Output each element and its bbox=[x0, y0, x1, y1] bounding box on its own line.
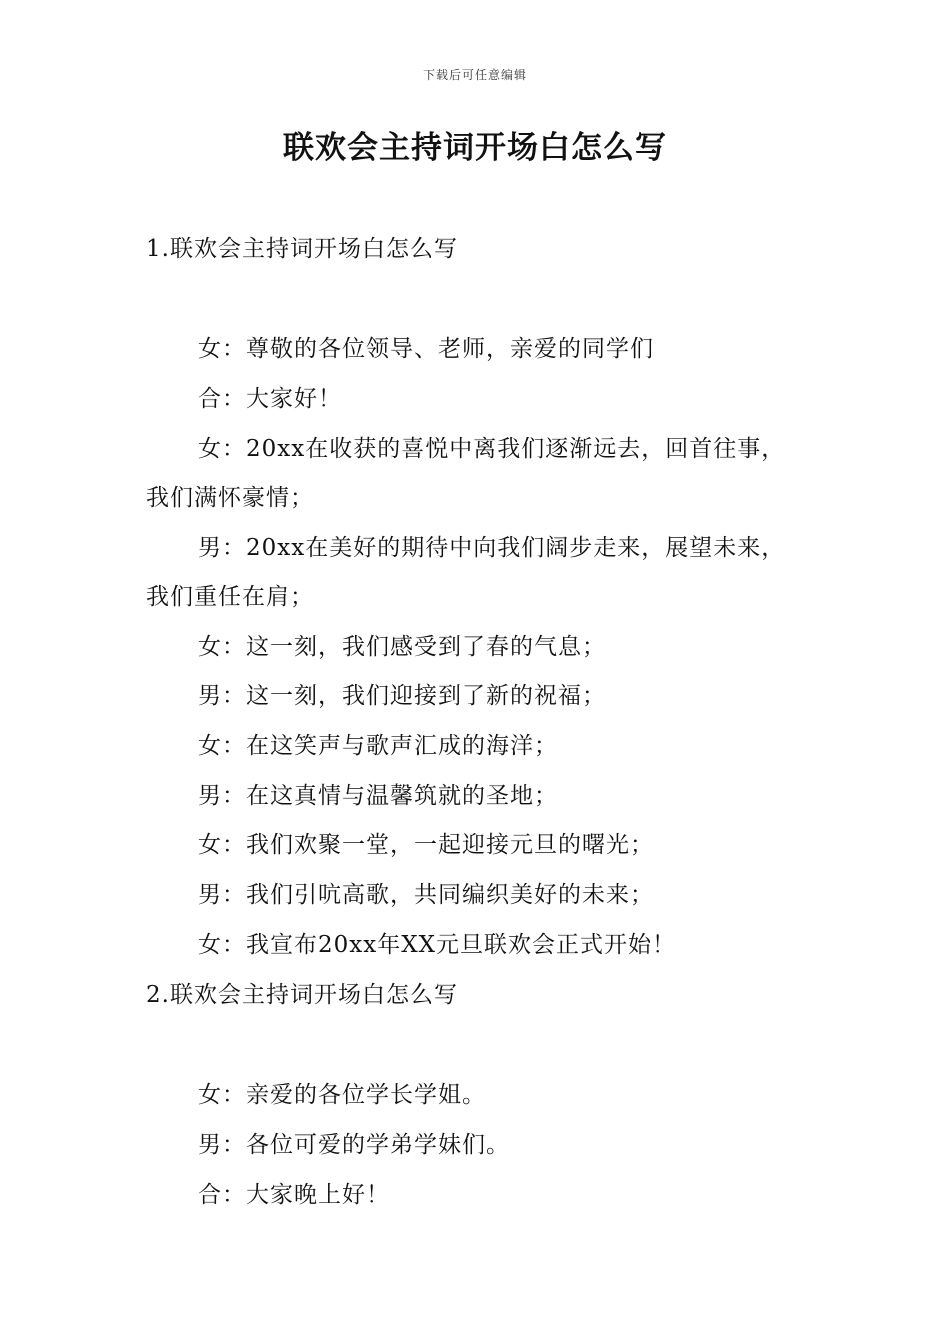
script-line-continuation: 我们满怀豪情； bbox=[146, 485, 314, 511]
script-line: 男：各位可爱的学弟学妹们。 bbox=[198, 1132, 510, 1158]
script-line: 女：我宣布20xx年XX元旦联欢会正式开始！ bbox=[198, 932, 676, 958]
script-line: 男：我们引吭高歌，共同编织美好的未来； bbox=[198, 882, 654, 908]
script-line: 女：我们欢聚一堂，一起迎接元旦的曙光； bbox=[198, 832, 654, 858]
script-line: 合：大家晚上好！ bbox=[198, 1182, 390, 1208]
section-2-heading: 2.联欢会主持词开场白怎么写 bbox=[146, 982, 458, 1008]
script-line: 女：亲爱的各位学长学姐。 bbox=[198, 1082, 486, 1108]
script-line: 男：在这真情与温馨筑就的圣地； bbox=[198, 783, 558, 809]
document-title: 联欢会主持词开场白怎么写 bbox=[283, 130, 667, 166]
script-line: 女：尊敬的各位领导、老师，亲爱的同学们 bbox=[198, 336, 654, 362]
script-line-continuation: 我们重任在肩； bbox=[146, 584, 314, 610]
script-line: 男：20xx在美好的期待中向我们阔步走来，展望未来， bbox=[198, 535, 786, 561]
script-line: 女：这一刻，我们感受到了春的气息； bbox=[198, 634, 606, 660]
script-line: 合：大家好！ bbox=[198, 386, 342, 412]
section-1-heading: 1.联欢会主持词开场白怎么写 bbox=[146, 236, 458, 262]
header-note: 下载后可任意编辑 bbox=[422, 68, 527, 82]
script-line: 女：在这笑声与歌声汇成的海洋； bbox=[198, 733, 558, 759]
script-line: 女：20xx在收获的喜悦中离我们逐渐远去，回首往事， bbox=[198, 436, 786, 462]
script-line: 男：这一刻，我们迎接到了新的祝福； bbox=[198, 683, 606, 709]
